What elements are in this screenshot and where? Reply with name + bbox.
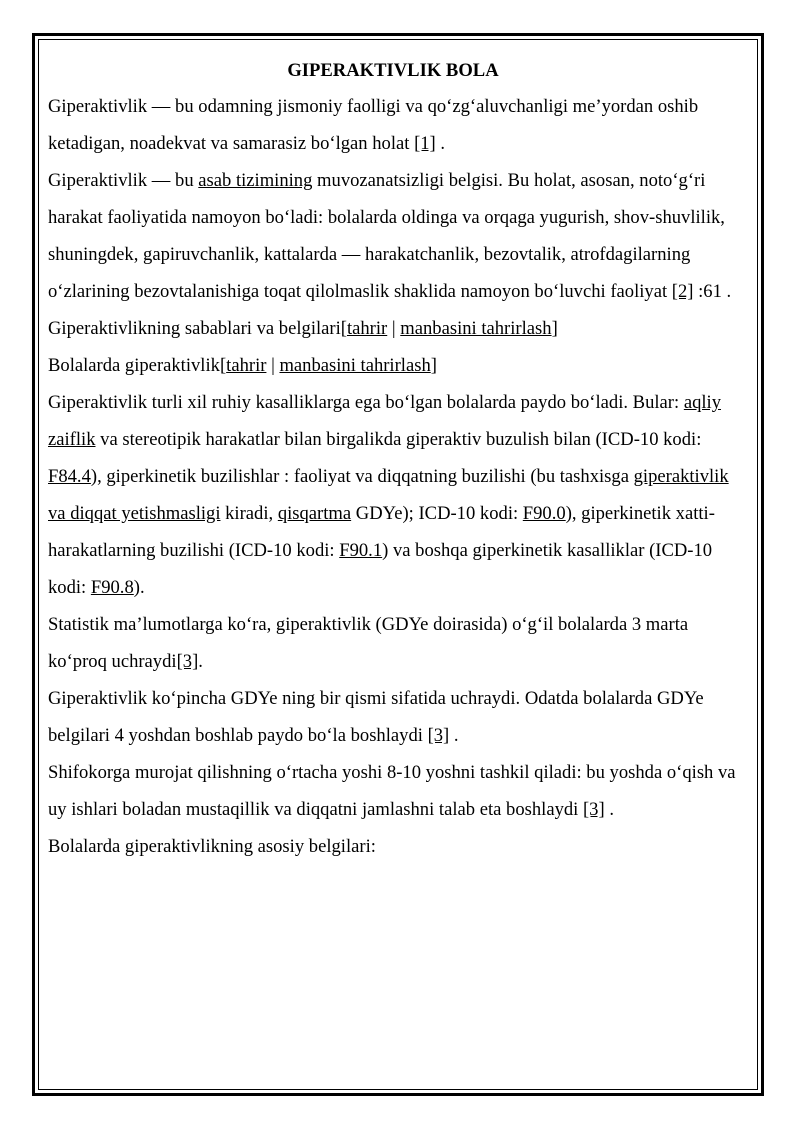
text: Giperaktivlik — bu	[48, 170, 199, 191]
bracket: [	[340, 318, 347, 339]
text: ).	[133, 577, 145, 598]
link-code-f90-1[interactable]: F90.1	[339, 540, 383, 561]
text: :61 .	[693, 281, 732, 302]
edit-source-link[interactable]: manbasini tahrirlash	[279, 355, 431, 376]
text: ), giperkinetik buzilishlar : faoliyat va diqqatning buzilishi (bu tashxisga	[90, 466, 634, 487]
text: .	[198, 651, 203, 672]
edit-link[interactable]: tahrir	[226, 355, 267, 376]
document-body	[48, 54, 738, 865]
separator: |	[266, 355, 280, 376]
link-abbreviation[interactable]: qisqartma	[277, 503, 352, 524]
paragraph-definition	[48, 88, 738, 162]
paragraph-disorders	[48, 384, 738, 606]
bracket: ]	[551, 318, 558, 339]
reference-link[interactable]: [2]	[671, 281, 694, 302]
text: Giperaktivlik ko‘pincha GDYe ning bir qismi sifatida uchraydi. Odatda bolalarda GDYe belgilari 4 yoshdan boshlab paydo bo‘la boshlaydi	[48, 688, 704, 746]
paragraph-statistics	[48, 606, 738, 680]
link-code-f90-8[interactable]: F90.8	[90, 577, 134, 598]
link-code-f90-0[interactable]: F90.0	[522, 503, 566, 524]
reference-link[interactable]: [3]	[582, 799, 605, 820]
paragraph-onset	[48, 680, 738, 754]
bracket: [	[219, 355, 227, 376]
paragraph-doctor-age	[48, 754, 738, 828]
separator: |	[387, 318, 401, 339]
text: muvozanatsizligi belgisi. Bu holat, asosan, noto‘g‘ri harakat faoliyatida namoyon bo‘ladi: bolalarda oldinga va orqaga yugurish, shov-shuvlilik, shuningdek, gapiruvchanlik, kattalarda — harakatchanlik, bezovtalik, atrofdagilarning o‘zlarining bezovtalanishiga toqat qilolmaslik shaklida namoyon bo‘luvchi faoliyat	[48, 170, 725, 302]
text: Giperaktivlik — bu odamning jismoniy faolligi va qo‘zg‘aluvchanligi me’yordan oshib ketadigan, noadekvat va samarasiz bo‘lgan holat	[48, 96, 699, 154]
text: ) va boshqa giperkinetik kasalliklar (ICD-10 kodi:	[48, 540, 713, 598]
edit-link[interactable]: tahrir	[346, 318, 388, 339]
edit-source-link[interactable]: manbasini tahrirlash	[400, 318, 552, 339]
link-adhd[interactable]: giperaktivlik va diqqat yetishmasligi	[48, 466, 729, 524]
text: va stereotipik harakatlar bilan birgalikda giperaktiv buzulish bilan (ICD-10 kodi:	[95, 429, 702, 450]
paragraph-nervous-system	[48, 162, 738, 310]
text: .	[435, 133, 446, 154]
text: Statistik ma’lumotlarga ko‘ra, giperaktivlik (GDYe doirasida) o‘g‘il bolalarda 3 marta ko‘proq uchraydi	[48, 614, 689, 672]
paragraph-main-signs: Bolalarda giperaktivlikning asosiy belgilari:	[48, 836, 376, 857]
link-mental-retardation[interactable]: aqliy zaiflik	[48, 392, 721, 450]
link-code-f84-4[interactable]: F84.4	[48, 466, 91, 487]
text: .	[604, 799, 614, 820]
reference-link[interactable]: [3]	[427, 725, 450, 746]
text: .	[449, 725, 459, 746]
reference-link[interactable]: [3]	[176, 651, 199, 672]
text: Giperaktivlik turli xil ruhiy kasalliklarga ega bo‘lgan bolalarda paydo bo‘ladi. Bular:	[48, 392, 684, 413]
text: ), giperkinetik xatti-harakatlarning buzilishi (ICD-10 kodi:	[48, 503, 715, 561]
document-title: GIPERAKTIVLIK BOLA	[287, 60, 499, 81]
text: GDYe); ICD-10 kodi:	[351, 503, 523, 524]
text: kiradi,	[220, 503, 278, 524]
heading-causes-signs	[48, 310, 738, 347]
heading-children	[48, 347, 738, 384]
heading-text: Bolalarda giperaktivlik	[48, 355, 220, 376]
link-nervous-system[interactable]: asab tizimining	[198, 170, 313, 191]
heading-text: Giperaktivlikning sabablari va belgilari	[48, 318, 341, 339]
reference-link[interactable]: [1]	[414, 133, 436, 154]
bracket: ]	[430, 355, 437, 376]
text: Shifokorga murojat qilishning o‘rtacha yoshi 8-10 yoshni tashkil qiladi: bu yoshda o‘qish va uy ishlari boladan mustaqillik va diqqatni jamlashni talab eta boshlaydi	[48, 762, 736, 820]
